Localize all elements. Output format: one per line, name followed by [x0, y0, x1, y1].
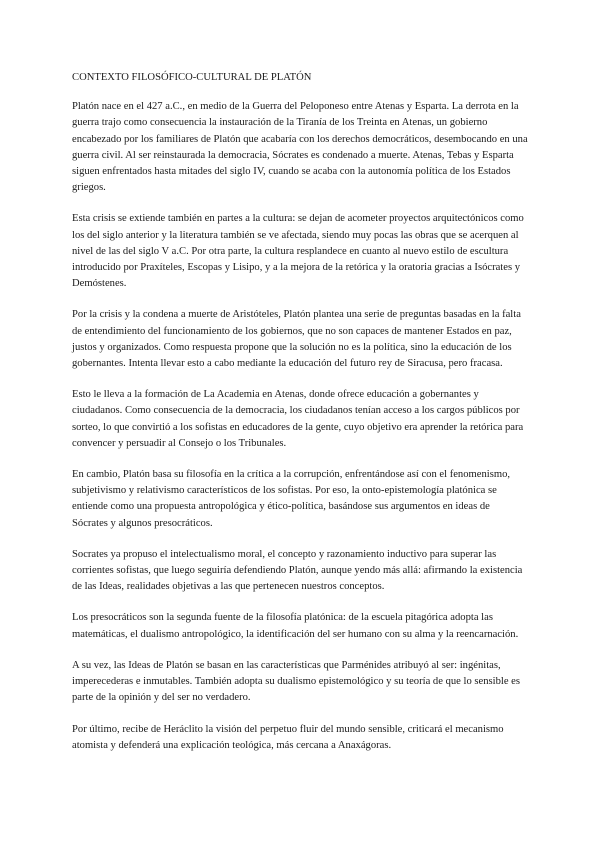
document-title: CONTEXTO FILOSÓFICO-CULTURAL DE PLATÓN — [72, 72, 312, 83]
paragraph-3: Por la crisis y la condena a muerte de Aristóteles, Platón plantea una serie de preguntas basadas en la falta de entendimiento del funcionamiento de los gobiernos, que no son capaces de mantener Estados en paz, justos y organizados. Como respuesta propone que la solución no es la política, sino la educación de los gobernantes. Intenta llevar esto a cabo mediante la educación del futuro rey de Siracusa, pero fracasa. — [72, 309, 521, 370]
paragraph-8: A su vez, las Ideas de Platón se basan en las características que Parménides atribuyó al ser: ingénitas, imperecederas e inmutables. También adopta su dualismo epistemológico y su teoría de que lo sensible es parte de la opinión y del ser no verdadero. — [72, 659, 520, 704]
paragraph-5: En cambio, Platón basa su filosofía en la crítica a la corrupción, enfrentándose así con el fenomenismo, subjetivismo y relativismo característicos de los sofistas. Por eso, la onto-epistemología platónica se entiende como una propuesta antropológica y ético-política, basándose sus argumentos en ideas de Sócrates y algunos presocráticos. — [72, 469, 511, 529]
paragraph-1: Platón nace en el 427 a.C., en medio de la Guerra del Peloponeso entre Atenas y Esparta. La derrota en la guerra trajo como consecuencia la instauración de la Tiranía de los Treinta en Atenas, un gobierno encabezado por los familiares de Platón que acabaría con los derechos democráticos, desembocando en una guerra civil. Al ser reinstaurada la democracia, Sócrates es condenado a muerte. Atenas, Tebas y Esparta siguen enfrentados hasta mitades del siglo IV, cuando se acaba con la autonomía política de los Estados griegos. — [72, 101, 528, 194]
paragraph-6: Socrates ya propuso el intelectualismo moral, el concepto y razonamiento inductivo para superar las corrientes sofistas, que luego seguiría defendiendo Platón, aunque yendo más allá: afirmando la existencia de las Ideas, realidades objetivas a las que pertenecen nuestros conceptos. — [72, 548, 523, 593]
paragraph-4: Esto le lleva a la formación de La Academia en Atenas, donde ofrece educación a gobernantes y ciudadanos. Como consecuencia de la democracia, los ciudadanos tenían acceso a los cargos públicos por sorteo, lo que convirtió a los sofistas en educadores de la gente, cuyo objetivo era aprender la retórica para convencer y persuadir al Consejo o los Tribunales. — [72, 389, 524, 449]
paragraph-7: Los presocráticos son la segunda fuente de la filosofía platónica: de la escuela pitagórica adopta las matemáticas, el dualismo antropológico, la identificación del ser humano con su alma y la reencarnación. — [72, 612, 519, 640]
paragraph-2: Esta crisis se extiende también en partes a la cultura: se dejan de acometer proyectos arquitectónicos como los del siglo anterior y la literatura también se ve afectada, siendo muy pocas las obras que se acerquen al nivel de las del siglo V a.C. Por otra parte, la cultura resplandece en cuanto al nuevo estilo de escultura introducido por Praxíteles, Escopas y Lisipo, y a la mejora de la retórica y la oratoria gracias a Isócrates y Demóstenes. — [72, 213, 524, 290]
paragraph-9: Por último, recibe de Heráclito la visión del perpetuo fluir del mundo sensible, criticará el mecanismo atomista y defenderá una explicación teológica, más cercana a Anaxágoras. — [72, 723, 504, 751]
document-page — [72, 70, 528, 769]
